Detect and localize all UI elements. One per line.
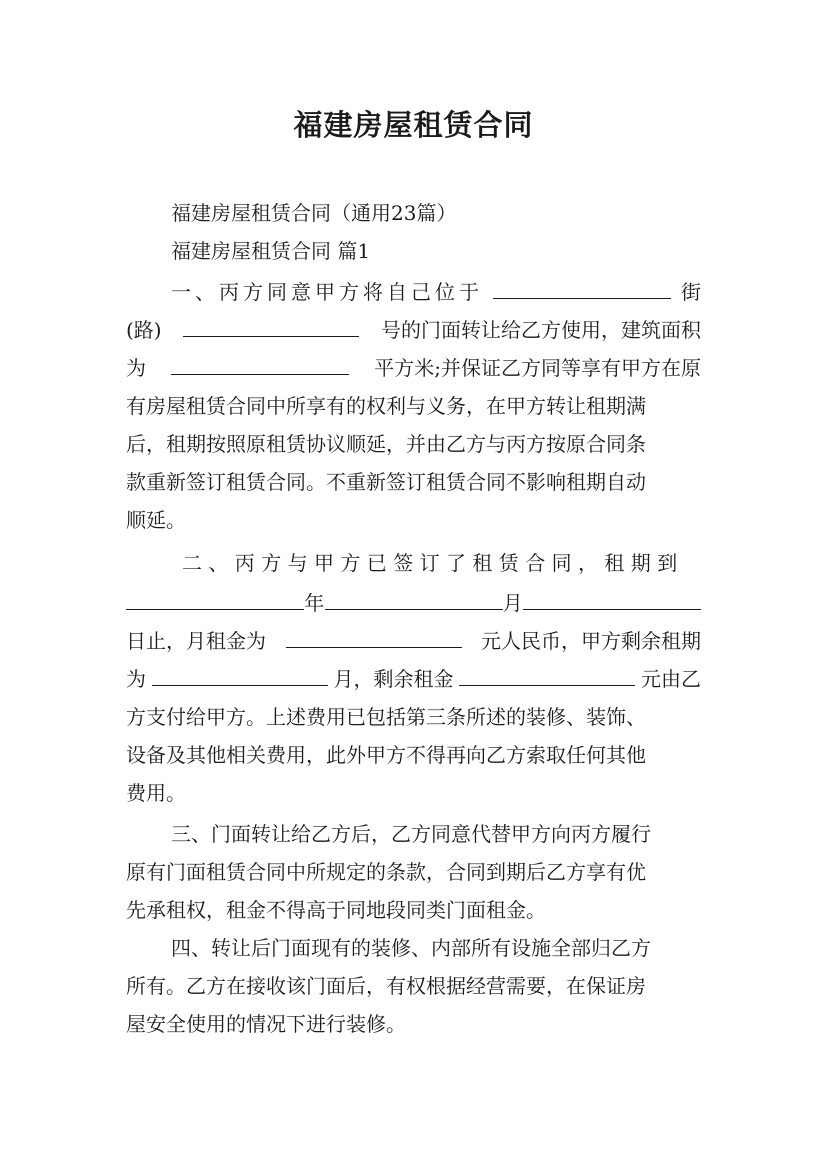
- clause1-text: (路): [126, 318, 162, 342]
- clause1-line6: 款重新签订租赁合同。不重新签订租赁合同不影响租期自动: [126, 470, 646, 494]
- clause1-text: 一、丙方同意甲方将自己位于: [171, 280, 483, 304]
- blank-number: [183, 318, 359, 337]
- clause1-line5: 后，租期按照原租赁协议顺延，并由乙方与丙方按原合同条: [126, 432, 646, 456]
- clause1-line7: 顺延。: [126, 508, 186, 532]
- clause3-line1: 三、门面转让给乙方后，乙方同意代替甲方向丙方履行: [171, 822, 651, 846]
- clause1-text: 号的门面转让给乙方使用，建筑面积: [380, 318, 701, 342]
- clause2-text: 月: [502, 591, 523, 615]
- clause4-line1: 四、转让后门面现有的装修、内部所有设施全部归乙方: [171, 936, 651, 960]
- blank-remaining-rent: [459, 667, 635, 686]
- clause2-line3: [126, 629, 701, 653]
- clause1-line4: 有房屋租赁合同中所享有的权利与义务，在甲方转让租期满: [126, 394, 646, 418]
- clause2-text: 日止，月租金为: [126, 629, 266, 653]
- clause4-line3: 屋安全使用的情况下进行装修。: [126, 1012, 406, 1036]
- blank-monthly-rent: [286, 629, 462, 648]
- clause2-line4: [126, 667, 701, 691]
- clause2-text: 元由乙: [641, 667, 701, 691]
- clause2-line6: 设备及其他相关费用，此外甲方不得再向乙方索取任何其他: [126, 743, 646, 767]
- clause2-text: 年: [304, 591, 325, 615]
- clause1-text: 平方米;并保证乙方同等享有甲方在原: [374, 356, 701, 380]
- clause2-line7: 费用。: [126, 781, 186, 805]
- clause1-text: 街: [681, 280, 701, 304]
- blank-area: [171, 356, 349, 375]
- clause2-text: 月，剩余租金: [333, 667, 454, 691]
- clause2-line5: 方支付给甲方。上述费用已包括第三条所述的装修、装饰、: [126, 705, 646, 729]
- clause2-text: 为: [126, 667, 146, 691]
- clause2-line2: [126, 591, 701, 615]
- clause3-line3: 先承租权，租金不得高于同地段同类门面租金。: [126, 898, 546, 922]
- blank-remaining-term: [152, 667, 328, 686]
- clause1-line3: [126, 356, 701, 380]
- clause2-line1: 二、丙方与甲方已签订了租赁合同，租期到: [182, 551, 684, 575]
- blank-day: [523, 591, 701, 610]
- blank-street: [493, 280, 671, 299]
- document-title: 福建房屋租赁合同: [293, 108, 534, 142]
- clause2-text: 元人民币，甲方剩余租期: [481, 629, 701, 653]
- clause3-line2: 原有门面租赁合同中所规定的条款，合同到期后乙方享有优: [126, 860, 646, 884]
- blank-year: [126, 591, 304, 610]
- clause1-line2: [126, 318, 701, 342]
- document-subtitle: 福建房屋租赁合同（通用23篇）: [171, 201, 457, 225]
- clause4-line2: 所有。乙方在接收该门面后，有权根据经营需要，在保证房: [126, 974, 646, 998]
- blank-month: [325, 591, 503, 610]
- clause1-text: 为: [126, 356, 146, 380]
- clause1-line1: [171, 280, 701, 304]
- section-heading: 福建房屋租赁合同 篇1: [171, 239, 371, 263]
